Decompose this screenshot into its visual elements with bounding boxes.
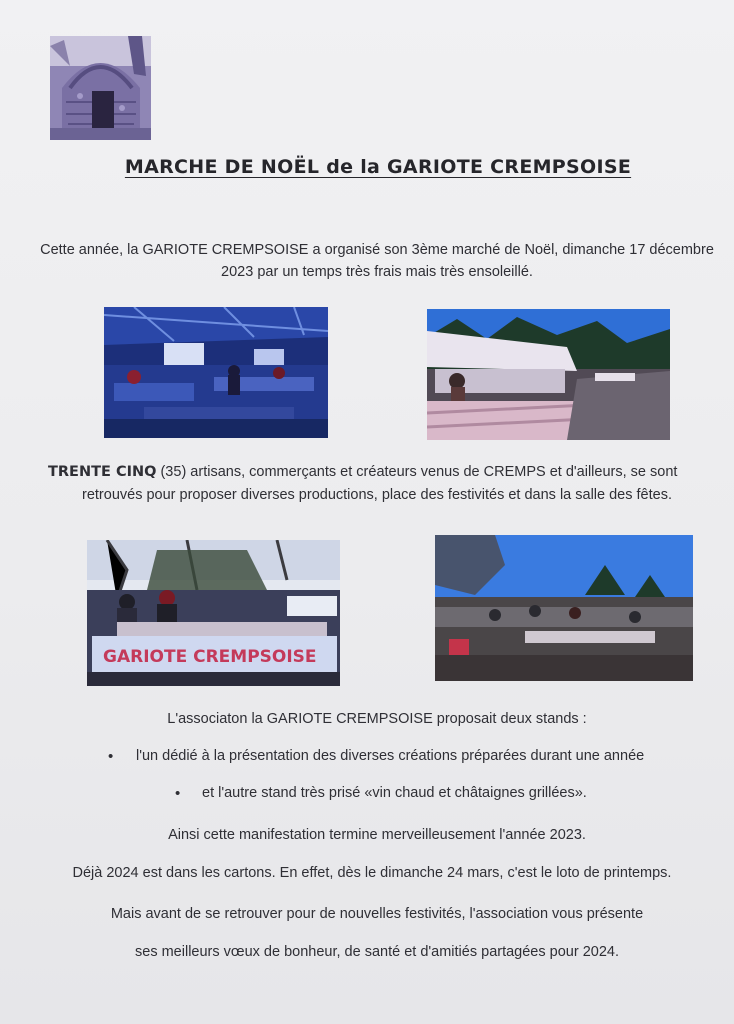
intro-line-1: Cette année, la GARIOTE CREMPSOISE a organisé son 3ème marché de Noël, dimanche 17 décembre	[40, 242, 714, 258]
bullet-2: •	[175, 785, 181, 802]
logo-stone-hut-photo	[50, 36, 151, 140]
stand-2: et l'autre stand très prisé «vin chaud et châtaignes grillées».	[202, 785, 587, 801]
indoor-hall-market-photo	[104, 307, 328, 438]
artisans-line-1-rest: (35) artisans, commerçants et créateurs venus de CREMPS et d'ailleurs, se sont	[156, 464, 678, 480]
bullet-1: •	[108, 748, 114, 765]
outdoor-tent-stall-photo	[427, 309, 670, 440]
artisans-line-1	[48, 461, 724, 483]
garioete-stand-photo	[87, 540, 340, 686]
closing-line-2: Déjà 2024 est dans les cartons. En effet, dès le dimanche 24 mars, c'est le loto de printemps.	[72, 865, 672, 881]
page-title: MARCHE DE NOËL de la GARIOTE CREMPSOISE	[124, 156, 632, 178]
square-crowd-photo	[435, 535, 693, 681]
closing-line-4: ses meilleurs vœux de bonheur, de santé et d'amitiés partagées pour 2024.	[135, 944, 619, 960]
stands-intro: L'associaton la GARIOTE CREMPSOISE proposait deux stands :	[167, 711, 587, 727]
intro-line-2: 2023 par un temps très frais mais très ensoleillé.	[221, 264, 533, 280]
closing-line-1: Ainsi cette manifestation termine merveilleusement l'année 2023.	[168, 827, 586, 843]
artisans-lead: TRENTE CINQ	[48, 464, 157, 480]
stand-1: l'un dédié à la présentation des diverses créations préparées durant une année	[136, 748, 645, 764]
artisans-line-2: retrouvés pour proposer diverses productions, place des festivités et dans la salle des fêtes.	[82, 487, 672, 503]
closing-line-3: Mais avant de se retrouver pour de nouvelles festivités, l'association vous présente	[110, 906, 644, 922]
stand-banner-text: GARIOTE CREMPSOISE	[103, 647, 317, 667]
